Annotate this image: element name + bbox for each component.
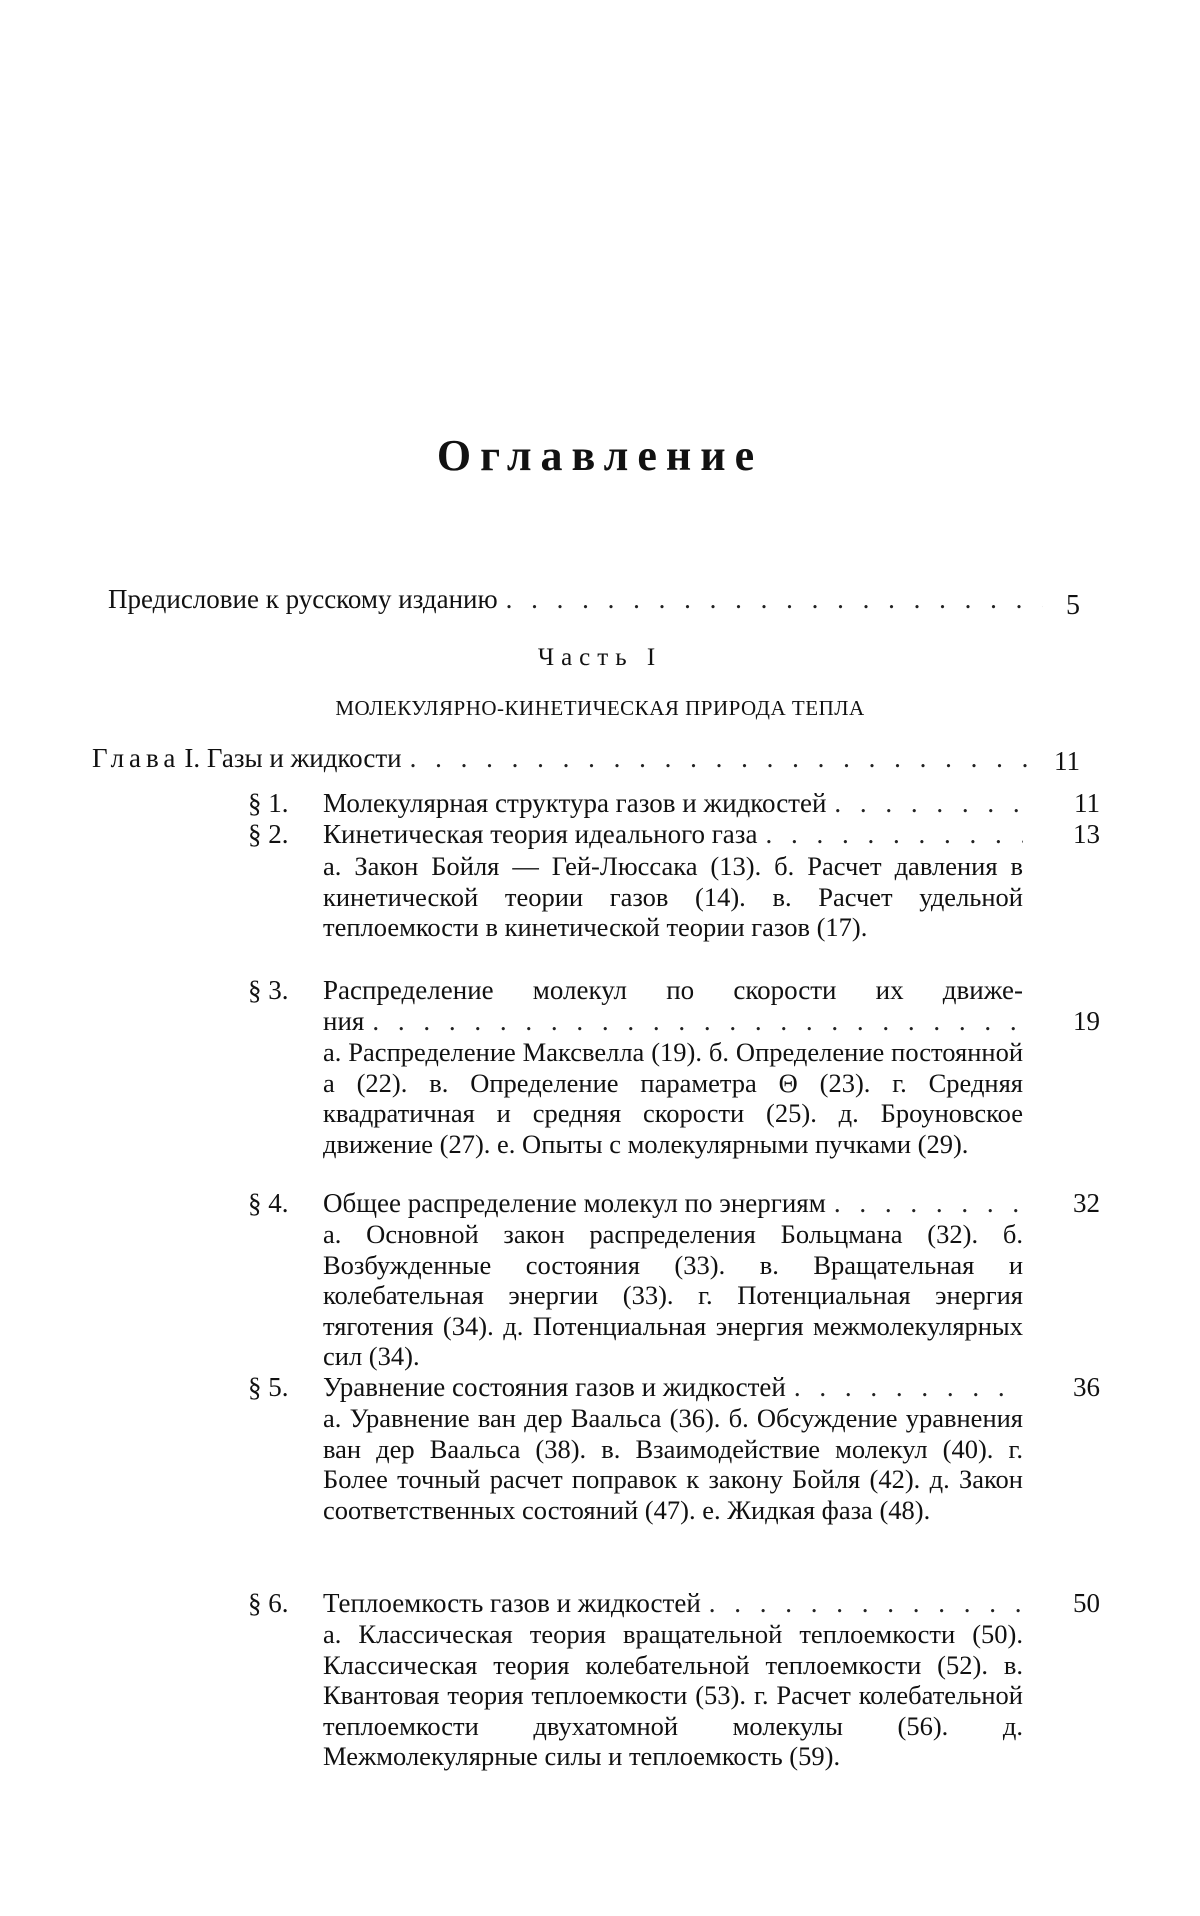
section-title-cont: ния bbox=[323, 1006, 365, 1036]
section-number: § 3. bbox=[248, 975, 289, 1005]
toc-entry-preface[interactable] bbox=[108, 584, 1043, 615]
section-title[interactable]: Распределение молекул по скорости их движе- bbox=[323, 975, 1023, 1005]
section-title: Теплоемкость газов и жидкостей bbox=[323, 1588, 701, 1618]
section-subtopics: а. Основной закон распределения Больцмана (32). б. Возбужденные состояния (33). в. Вращательная и колебательная энергии (33). г. Потенциальная энергия тяготения (34). д. Потенциальная энергия межмолекулярных сил (34). bbox=[323, 1219, 1023, 1372]
toc-entry-chapter[interactable] bbox=[92, 743, 1037, 774]
dot-leader bbox=[834, 788, 1023, 819]
section-page: 11 bbox=[1074, 788, 1100, 818]
section-subtopics: а. Классическая теория вращательной теплоемкости (50). Классическая теория колебательной теплоемкости (52). в. Квантовая теория теплоемкости (53). г. Расчет колебательной теплоемкости двухатомной молекулы (56). д. Межмолекулярные силы и теплоемкость (59). bbox=[323, 1619, 1023, 1772]
toc-entry-section[interactable] bbox=[323, 1588, 1023, 1619]
toc-entry-page: 5 bbox=[1066, 590, 1080, 621]
section-page: 50 bbox=[1073, 1588, 1100, 1618]
section-page: 32 bbox=[1073, 1188, 1100, 1218]
toc-entry-section[interactable] bbox=[323, 788, 1023, 819]
dot-leader bbox=[506, 584, 1043, 615]
section-subtopics: а. Закон Бойля — Гей-Люссака (13). б. Расчет давления в кинетической теории газов (14). в. Расчет удельной теплоемкости в кинетической теории газов (17). bbox=[323, 851, 1023, 943]
dot-leader bbox=[372, 1006, 1023, 1037]
toc-entry-section[interactable] bbox=[323, 819, 1023, 850]
dot-leader bbox=[709, 1588, 1023, 1619]
page-title: Оглавление bbox=[436, 431, 764, 480]
toc-entry-section[interactable] bbox=[323, 1188, 1023, 1219]
dot-leader bbox=[410, 743, 1037, 774]
section-title: Общее распределение молекул по энергиям bbox=[323, 1188, 826, 1218]
toc-entry-section[interactable] bbox=[323, 1372, 1023, 1403]
section-title: Кинетическая теория идеального газа bbox=[323, 819, 758, 849]
part-title: Часть I bbox=[537, 644, 663, 671]
dot-leader bbox=[765, 819, 1023, 850]
chapter-word: Глава bbox=[92, 743, 181, 773]
section-title: Молекулярная структура газов и жидкостей bbox=[323, 788, 827, 818]
part-subtitle: МОЛЕКУЛЯРНО-КИНЕТИЧЕСКАЯ ПРИРОДА ТЕПЛА bbox=[335, 696, 865, 720]
section-page: 13 bbox=[1073, 819, 1100, 849]
section-page: 19 bbox=[1073, 1006, 1100, 1036]
section-subtopics: а. Распределение Максвелла (19). б. Определение постоянной a (22). в. Определение параметра Θ (23). г. Средняя квадратичная и средняя скорости (25). д. Броуновское движение (27). е. Опыты с молекулярными пучками (29). bbox=[323, 1037, 1023, 1159]
section-number: § 4. bbox=[248, 1188, 289, 1218]
section-number: § 5. bbox=[248, 1372, 289, 1402]
chapter-label: I. Газы и жидкости bbox=[184, 743, 402, 773]
toc-entry-section[interactable] bbox=[323, 1006, 1023, 1037]
section-number: § 2. bbox=[248, 819, 289, 849]
section-number: § 6. bbox=[248, 1588, 289, 1618]
section-page: 36 bbox=[1073, 1372, 1100, 1402]
toc-entry-page: 11 bbox=[1054, 746, 1080, 776]
dot-leader bbox=[794, 1372, 1023, 1403]
section-number: § 1. bbox=[248, 788, 289, 818]
toc-entry-label: Предисловие к русскому изданию bbox=[108, 584, 498, 614]
section-title: Уравнение состояния газов и жидкостей bbox=[323, 1372, 786, 1402]
section-subtopics: а. Уравнение ван дер Ваальса (36). б. Обсуждение уравнения ван дер Ваальса (38). в. Взаимодействие молекул (40). г. Более точный расчет поправок к закону Бойля (42). д. Закон соответственных состояний (47). е. Жидкая фаза (48). bbox=[323, 1403, 1023, 1525]
dot-leader bbox=[834, 1188, 1023, 1219]
